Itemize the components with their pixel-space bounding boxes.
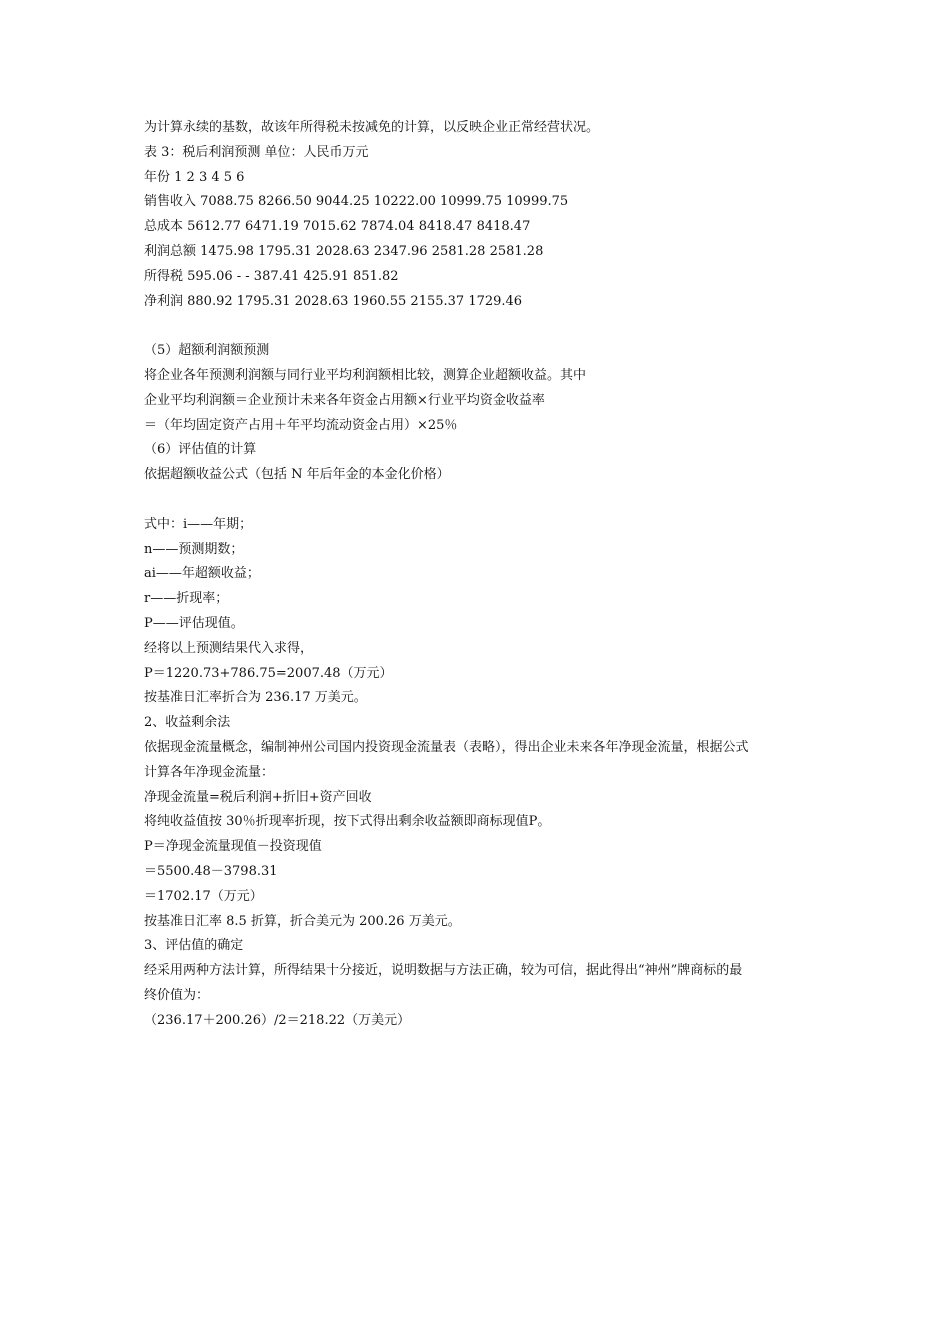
text-line: 为计算永续的基数，故该年所得税未按减免的计算，以反映企业正常经营状况。 (144, 120, 600, 135)
definition-line: P——评估现值。 (144, 615, 244, 631)
text-line: 将企业各年预测利润额与同行业平均利润额相比较，测算企业超额收益。其中 (144, 367, 587, 383)
text-line: 将纯收益值按 30％折现率折现，按下式得出剩余收益额即商标现值P。 (144, 814, 551, 830)
table-row-total-cost: 总成本 5612.77 6471.19 7015.62 7874.04 8418.47 8418.47 (144, 219, 531, 235)
text-line: 经采用两种方法计算，所得结果十分接近，说明数据与方法正确，较为可信，据此得出“神州”牌商标的最 (144, 963, 743, 979)
table-row-sales: 销售收入 7088.75 8266.50 9044.25 10222.00 10999.75 10999.75 (144, 194, 569, 210)
formula-line: 企业平均利润额＝企业预计未来各年资金占用额×行业平均资金收益率 (144, 392, 545, 408)
formula-line: ＝5500.48－3798.31 (144, 863, 278, 879)
definition-line: r——折现率； (144, 591, 229, 607)
formula-line: P＝1220.73+786.75=2007.48（万元） (144, 665, 393, 681)
blank-line (144, 314, 824, 339)
table-caption: 表 3：税后利润预测 单位：人民币万元 (144, 144, 369, 160)
document-body (144, 116, 824, 1033)
formula-line: 净现金流量=税后利润+折旧+资产回收 (144, 789, 372, 805)
table-row-income-tax: 所得税 595.06 - - 387.41 425.91 851.82 (144, 268, 399, 284)
definition-line: n——预测期数； (144, 541, 244, 557)
table-row-total-profit: 利润总额 1475.98 1795.31 2028.63 2347.96 2581.28 2581.28 (144, 243, 544, 259)
definition-line: ai——年超额收益； (144, 566, 260, 582)
formula-line: P＝净现金流量现值－投资现值 (144, 839, 322, 855)
blank-line (144, 488, 824, 513)
text-line: 按基准日汇率折合为 236.17 万美元。 (144, 690, 367, 706)
section-heading: 2、收益剩余法 (144, 715, 231, 731)
text-line: 经将以上预测结果代入求得， (144, 640, 314, 656)
definition-line: 式中：i——年期； (144, 516, 253, 532)
table-row-net-profit: 净利润 880.92 1795.31 2028.63 1960.55 2155.37 1729.46 (144, 293, 523, 309)
text-line: 计算各年净现金流量： (144, 764, 275, 780)
text-line: 终价值为： (144, 987, 210, 1003)
section-heading: （6）评估值的计算 (144, 442, 257, 458)
section-heading: 3、评估值的确定 (144, 938, 244, 954)
text-line: 依据现金流量概念，编制神州公司国内投资现金流量表（表略），得出企业未来各年净现金流量，根据公式 (144, 739, 749, 755)
formula-line: ＝1702.17（万元） (144, 888, 263, 904)
section-heading: （5）超额利润额预测 (144, 343, 270, 359)
table-row-year: 年份 1 2 3 4 5 6 (144, 169, 245, 185)
text-line: 按基准日汇率 8.5 折算，折合美元为 200.26 万美元。 (144, 913, 461, 929)
text-line: 依据超额收益公式（包括 N 年后年金的本金化价格） (144, 467, 450, 483)
formula-line: ＝（年均固定资产占用＋年平均流动资金占用）×25％ (144, 417, 458, 433)
formula-line: （236.17＋200.26）/2＝218.22（万美元） (144, 1012, 411, 1028)
